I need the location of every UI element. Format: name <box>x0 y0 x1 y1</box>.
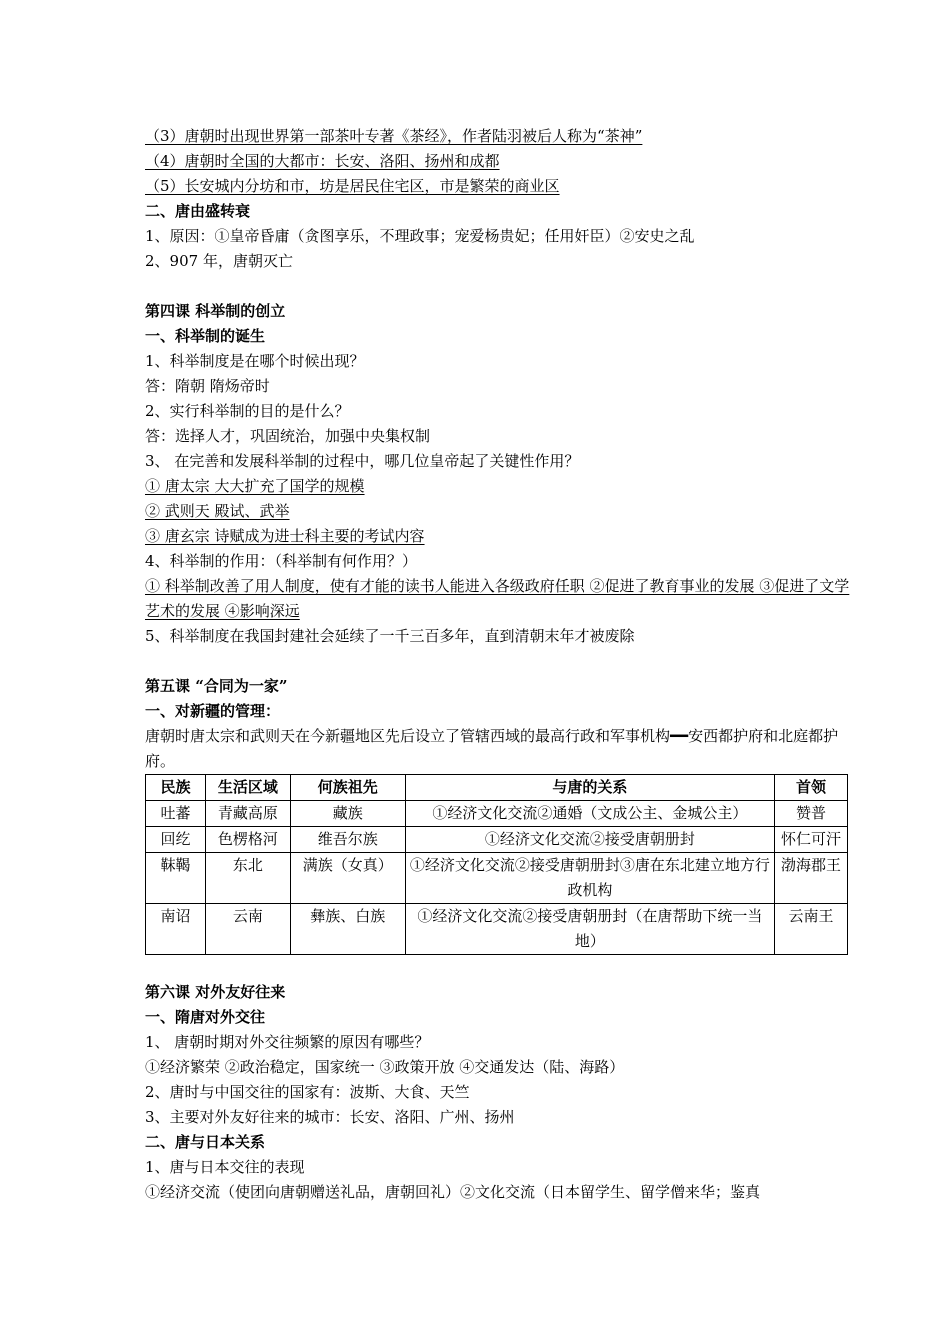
table-cell: 云南 <box>205 904 290 955</box>
header-cell: 何族祖先 <box>290 775 405 801</box>
header-cell: 生活区域 <box>205 775 290 801</box>
ethnic-relations-table <box>145 774 848 955</box>
text-line: 一、隋唐对外交往 <box>145 1008 266 1026</box>
text-line: 2、唐时与中国交往的国家有：波斯、大食、天竺 <box>145 1083 470 1101</box>
table-cell: 色楞格河 <box>205 827 290 853</box>
table-row <box>146 904 848 955</box>
text-line: 1、唐与日本交往的表现 <box>145 1158 305 1176</box>
lesson4-title: 第四课 科举制的创立 <box>145 302 286 320</box>
table-cell: 怀仁可汗 <box>775 827 848 853</box>
text-line: 二、唐与日本关系 <box>145 1133 266 1151</box>
text-line: （5）长安城内分坊和市，坊是居民住宅区，市是繁荣的商业区 <box>145 177 560 195</box>
table-cell: 彝族、白族 <box>290 904 405 955</box>
table-cell: ①经济文化交流②通婚（文成公主、金城公主） <box>405 801 774 827</box>
table-cell: 靺鞨 <box>146 853 206 904</box>
table-cell: 维吾尔族 <box>290 827 405 853</box>
text-line: （4）唐朝时全国的大都市：长安、洛阳、扬州和成都 <box>145 152 500 170</box>
lesson4-effects: ① 科举制改善了用人制度，使有才能的读书人能进入各级政府任职 ②促进了教育事业的发展 ③促进了文学艺术的发展 ④影响深远 <box>145 577 850 620</box>
table-cell: 满族（女真） <box>290 853 405 904</box>
table-cell: ①经济文化交流②接受唐朝册封（在唐帮助下统一当地） <box>405 904 774 955</box>
lesson5-paragraph: 唐朝时唐太宗和武则天在今新疆地区先后设立了管辖西域的最高行政和军事机构━━安西都护府和北庭都护府。 <box>145 727 839 770</box>
text-line: 3、 在完善和发展科举制的过程中，哪几位皇帝起了关键性作用？ <box>145 452 580 470</box>
text-line: ① 唐太宗 大大扩充了国学的规模 <box>145 477 365 495</box>
text-line: 答：选择人才，巩固统治，加强中央集权制 <box>145 427 431 445</box>
lesson4-lines <box>145 324 850 574</box>
text-line: ①经济交流（使团向唐朝赠送礼品，唐朝回礼）②文化交流（日本留学生、留学僧来华；鉴真 <box>145 1183 761 1201</box>
table-row <box>146 801 848 827</box>
text-line: 2、907 年，唐朝灭亡 <box>145 252 293 270</box>
lesson5-section: 一、对新疆的管理： <box>145 702 281 720</box>
intro-lines <box>145 124 850 274</box>
text-line: 二、唐由盛转衰 <box>145 202 251 220</box>
text-line: 4、科举制的作用：（科举制有何作用？） <box>145 552 418 570</box>
table-header-row <box>146 775 848 801</box>
text-line: 1、原因：①皇帝昏庸（贪图享乐，不理政事；宠爱杨贵妃；任用奸臣）②安史之乱 <box>145 227 695 245</box>
table-cell: 南诏 <box>146 904 206 955</box>
table-cell: 赞普 <box>775 801 848 827</box>
text-line: 2、实行科举制的目的是什么？ <box>145 402 350 420</box>
document-body <box>145 124 850 1205</box>
text-line: 1、 唐朝时期对外交往频繁的原因有哪些？ <box>145 1033 430 1051</box>
text-line: ② 武则天 殿试、武举 <box>145 502 290 520</box>
text-line: 3、主要对外友好往来的城市：长安、洛阳、广州、扬州 <box>145 1108 515 1126</box>
table-cell: 吐蕃 <box>146 801 206 827</box>
table-cell: 东北 <box>205 853 290 904</box>
header-cell: 民族 <box>146 775 206 801</box>
table-row <box>146 827 848 853</box>
lesson4-last-line: 5、科举制度在我国封建社会延续了一千三百多年，直到清朝末年才被废除 <box>145 627 635 645</box>
text-line: （3）唐朝时出现世界第一部茶叶专著《茶经》，作者陆羽被后人称为“茶神” <box>145 127 643 145</box>
table-cell: ①经济文化交流②接受唐朝册封 <box>405 827 774 853</box>
table-cell: ①经济文化交流②接受唐朝册封③唐在东北建立地方行政机构 <box>405 853 774 904</box>
text-line: 答：隋朝 隋炀帝时 <box>145 377 270 395</box>
lesson6-title: 第六课 对外友好往来 <box>145 983 286 1001</box>
text-line: ①经济繁荣 ②政治稳定，国家统一 ③政策开放 ④交通发达（陆、海路） <box>145 1058 625 1076</box>
table-cell: 藏族 <box>290 801 405 827</box>
table-cell: 回纥 <box>146 827 206 853</box>
table-cell: 渤海郡王 <box>775 853 848 904</box>
table-row <box>146 853 848 904</box>
text-line: ③ 唐玄宗 诗赋成为进士科主要的考试内容 <box>145 527 425 545</box>
lesson6-lines <box>145 1005 850 1205</box>
table-cell: 云南王 <box>775 904 848 955</box>
header-cell: 与唐的关系 <box>405 775 774 801</box>
lesson5-title: 第五课 “合同为一家” <box>145 677 288 695</box>
table-cell: 青藏高原 <box>205 801 290 827</box>
text-line: 一、科举制的诞生 <box>145 327 266 345</box>
header-cell: 首领 <box>775 775 848 801</box>
text-line: 1、科举制度是在哪个时候出现？ <box>145 352 365 370</box>
